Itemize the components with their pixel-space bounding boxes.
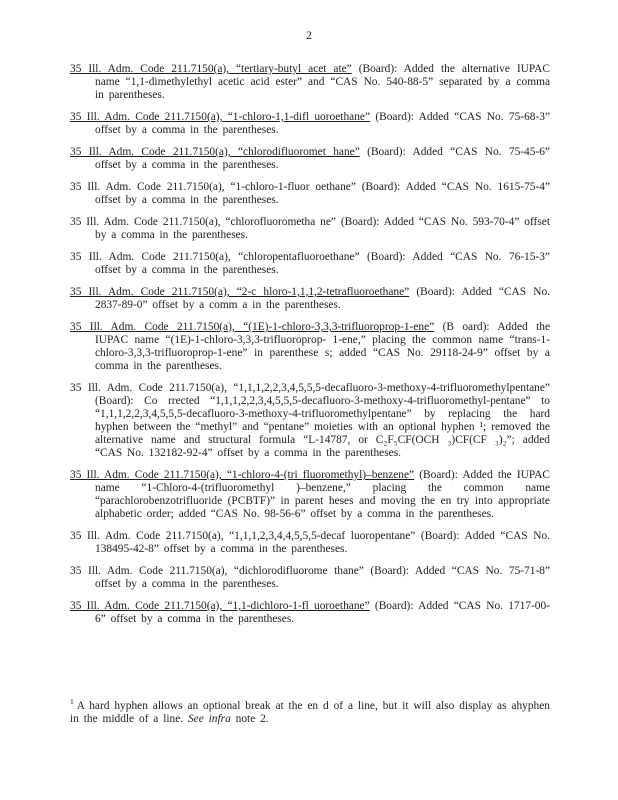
amendment-description: (Board): Added “CAS No. 138495-42-8” offset by a comma in the parentheses. xyxy=(95,530,550,555)
amendment-description: (Board): Added “CAS No. 75-45-6” offset by a comma in the parentheses. xyxy=(95,146,550,171)
code-amendment-paragraph xyxy=(70,530,550,556)
footnote-text-after: note 2. xyxy=(230,712,269,725)
footnote-text: A hard hyphen allows an optional break at the en d of a line, but it will also display as ahyphen in the middle of a line. xyxy=(70,699,550,725)
footnote xyxy=(70,695,550,726)
code-citation: 35 Ill. Adm. Code 211.7150(a), “dichlorodifluorome thane” xyxy=(70,565,364,577)
amendment-description: (Board): Added “CAS No. 75-68-3” offset by a comma in the parentheses. xyxy=(95,111,551,136)
amendment-description: (Board): Added “CAS No. 1615-75-4” offset by a comma in the parentheses. xyxy=(95,181,551,206)
code-amendment-paragraph xyxy=(70,111,550,137)
amendment-description: (B oard): Added the IUPAC name “(1E)-1-chloro-3,3,3-trifluoroprop- 1-ene,” placing the common name “trans-1-chloro-3,3,3-trifluoroprop-1-ene” in parenthese s; added “CAS No. 29118-24-9” offset by a comma in the parentheses. xyxy=(95,321,551,372)
code-amendment-paragraph xyxy=(70,146,550,172)
code-citation: 35 Ill. Adm. Code 211.7150(a), “chlorodifluoromet hane” xyxy=(70,146,360,158)
code-amendment-paragraph xyxy=(70,321,550,373)
code-citation: 35 Ill. Adm. Code 211.7150(a), “tertiary-butyl acet ate” xyxy=(70,63,352,75)
code-amendment-paragraph xyxy=(70,469,550,521)
code-amendment-paragraph xyxy=(70,600,550,626)
code-amendment-paragraph xyxy=(70,382,550,460)
code-amendment-paragraph xyxy=(70,565,550,591)
amendment-description: (Board): Added “CAS No. 1717-00-6” offset by a comma in the parentheses. xyxy=(95,600,550,625)
code-citation: 35 Ill. Adm. Code 211.7150(a), “chlorofluorometha ne” xyxy=(70,216,336,228)
code-amendment-paragraph xyxy=(70,216,550,242)
paragraph-list xyxy=(70,63,550,626)
code-amendment-paragraph xyxy=(70,286,550,312)
amendment-description: (Board): Added the alternative IUPAC name “1,1-dimethylethyl acetic acid ester” and “CAS No. 540-88-5” separated by a comma in parentheses. xyxy=(95,63,550,101)
code-citation: 35 Ill. Adm. Code 211.7150(a), “1,1,1,2,3,4,4,5,5,5-decaf luoropentane” xyxy=(70,530,416,542)
code-amendment-paragraph xyxy=(70,63,550,102)
amendment-description: (Board): Added the IUPAC name “1-Chloro-4-(trifluoromethyl )–benzene,” placing the common name “parachlorobenzotrifluoride (PCBTF)” in parent heses and moving the en try into appropriate alphabetic order; added “CAS No. 98-56-6” offset by a comma in the parentheses. xyxy=(95,469,550,520)
code-citation: 35 Ill. Adm. Code 211.7150(a), “1-chloro-1,1-difl uoroethane” xyxy=(70,111,371,123)
amendment-description: (Board): Co rrected “1,1,1,2,2,3,4,5,5,5-decafluoro-3-methoxy-4-trifluoromethyl-pentane” to “1,1,1,2,2,3,4,5,5,5-decafluoro-3-methoxy-4-trifluoromethylpentane” by replacing the hard hyphen between the “methyl” and “pentane” moieties with an optional hyphen ¹; removed the alternative name and structural formula “L-14787, or C₂F₅CF(OCH ₃)CF(CF ₃)₂”; added “CAS No. 132182-92-4” offset by a comma in the parentheses. xyxy=(95,395,550,459)
code-citation: 35 Ill. Adm. Code 211.7150(a), “(1E)-1-chloro-3,3,3-trifluoroprop-1-ene” xyxy=(70,321,435,333)
amendment-description: (Board): Added “CAS No. 593-70-4” offset by a comma in the parentheses. xyxy=(95,216,550,241)
footnote-citation: See infra xyxy=(187,712,231,725)
code-citation: 35 Ill. Adm. Code 211.7150(a), “1-chloro-4-(tri fluoromethyl)–benzene” xyxy=(70,469,415,481)
amendment-description: (Board): Added “CAS No. 75-71-8” offset by a comma in the parentheses. xyxy=(95,565,550,590)
page-number: 2 xyxy=(306,30,312,42)
code-amendment-paragraph xyxy=(70,181,550,207)
code-citation: 35 Ill. Adm. Code 211.7150(a), “1,1,1,2,2,3,4,5,5,5-decafluoro-3-methoxy-4-trifluoromethylpentane” xyxy=(70,382,550,394)
footnote-marker: 1 xyxy=(70,697,74,706)
amendment-description: (Board): Added “CAS No. 76-15-3” offset by a comma in the parentheses. xyxy=(95,251,550,276)
amendment-description: (Board): Added “CAS No. 2837-89-0” offset by a comm a in the parentheses. xyxy=(95,286,550,311)
code-amendment-paragraph xyxy=(70,251,550,277)
code-citation: 35 Ill. Adm. Code 211.7150(a), “chloropentafluoroethane” xyxy=(70,251,360,263)
code-citation: 35 Ill. Adm. Code 211.7150(a), “1-chloro-1-fluor oethane” xyxy=(70,181,356,193)
code-citation: 35 Ill. Adm. Code 211.7150(a), “1,1-dichloro-1-fl uoroethane” xyxy=(70,600,370,612)
code-citation: 35 Ill. Adm. Code 211.7150(a), “2-c hloro-1,1,1,2-tetrafluoroethane” xyxy=(70,286,410,298)
